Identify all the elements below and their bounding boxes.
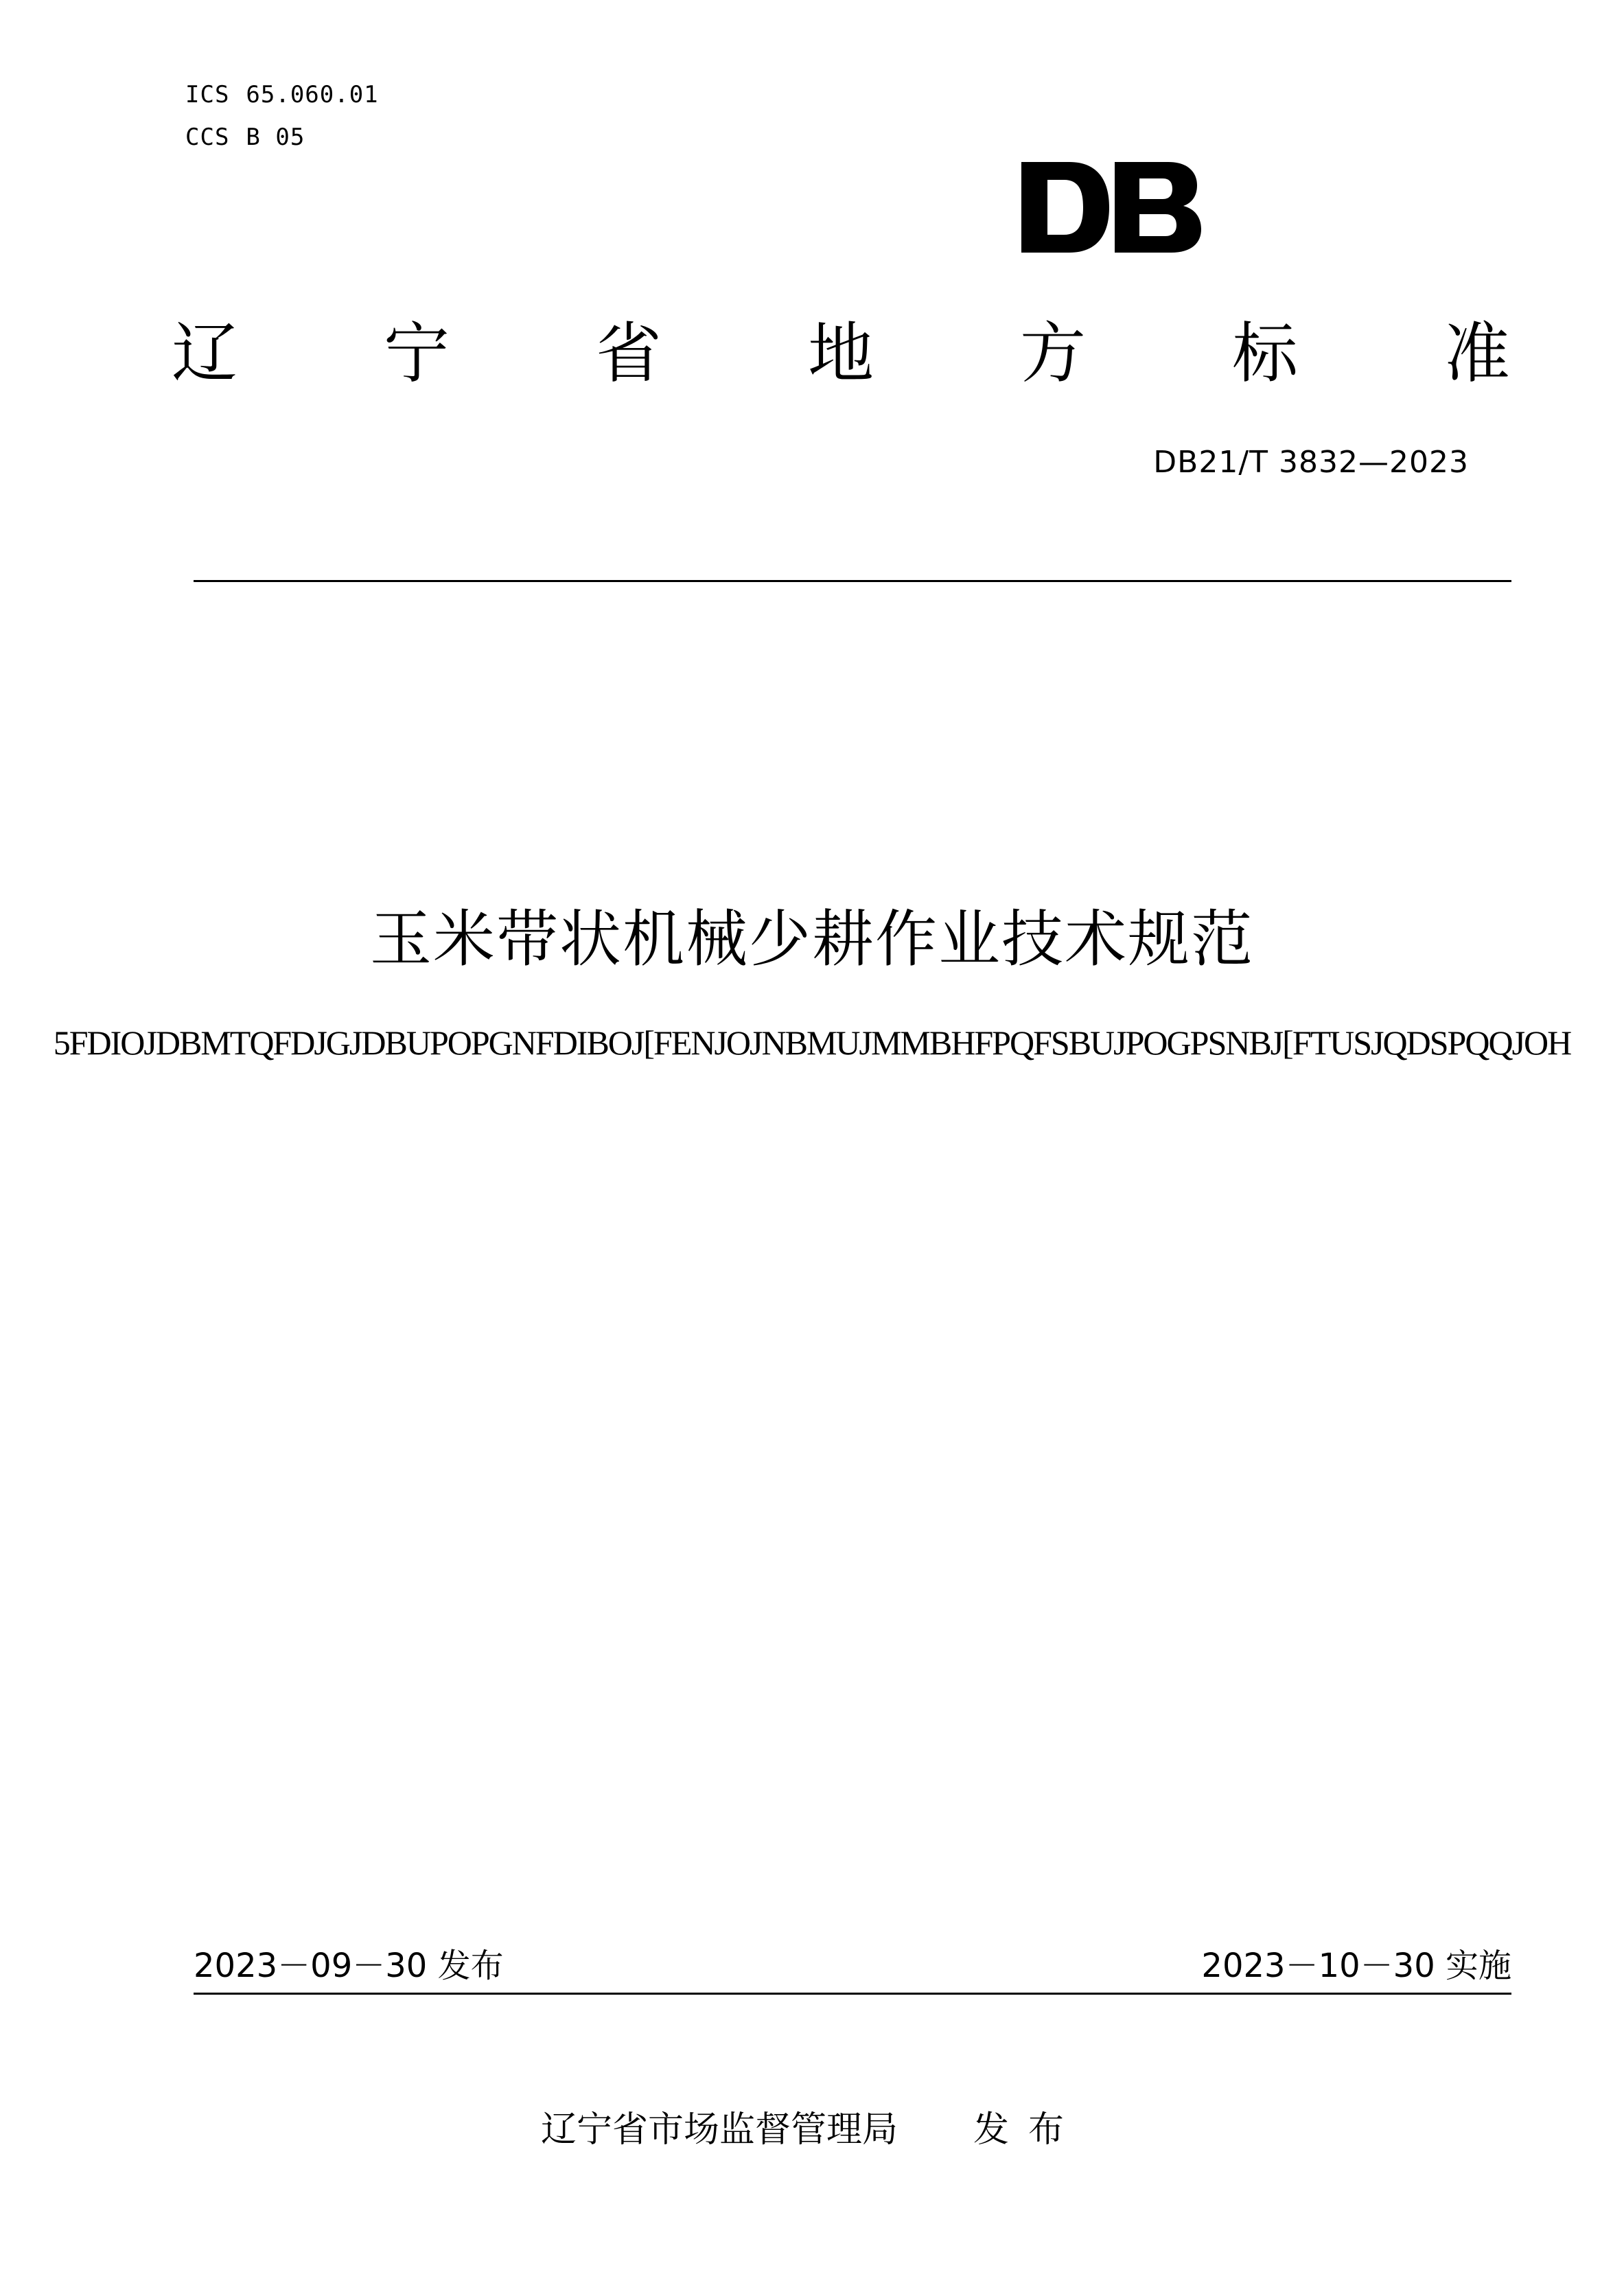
standard-title-chinese: 玉米带状机械少耕作业技术规范	[370, 903, 1254, 975]
top-divider	[194, 580, 1511, 582]
heading-char: 宁	[384, 315, 450, 392]
ccs-prefix: CCS	[185, 124, 230, 151]
issue-date: 2023－09－30 发布	[194, 1947, 504, 1985]
ccs-code-line	[185, 124, 305, 151]
standard-category-heading	[172, 312, 1510, 395]
ics-code-line	[185, 81, 379, 108]
heading-char: 方	[1020, 315, 1086, 392]
standard-number: DB21/T 3832—2023	[1153, 445, 1469, 480]
issuer-name: 辽宁省市场监督管理局	[540, 2109, 898, 2150]
issuer-action: 发布	[973, 2109, 1084, 2150]
bottom-divider	[194, 1993, 1511, 1995]
implementation-date: 2023－10－30 实施	[1201, 1947, 1511, 1985]
ics-prefix: ICS	[185, 81, 230, 108]
ics-code: 65.060.01	[246, 81, 379, 108]
db-logo	[1021, 162, 1201, 253]
issuing-authority	[0, 2100, 1624, 2152]
heading-char: 标	[1232, 315, 1298, 392]
heading-char: 辽	[172, 315, 237, 392]
ccs-code: B 05	[246, 124, 305, 151]
heading-char: 地	[808, 315, 874, 392]
standard-title-english: 5FDIOJDBMTQFDJGJDBUPOPGNFDIBOJ[FENJOJNBMUJMMBHFPQFSBUJPOGPSNBJ[FTUSJQDSPQQJOH	[53, 1023, 1571, 1062]
heading-char: 准	[1444, 315, 1510, 392]
heading-char: 省	[596, 315, 662, 392]
